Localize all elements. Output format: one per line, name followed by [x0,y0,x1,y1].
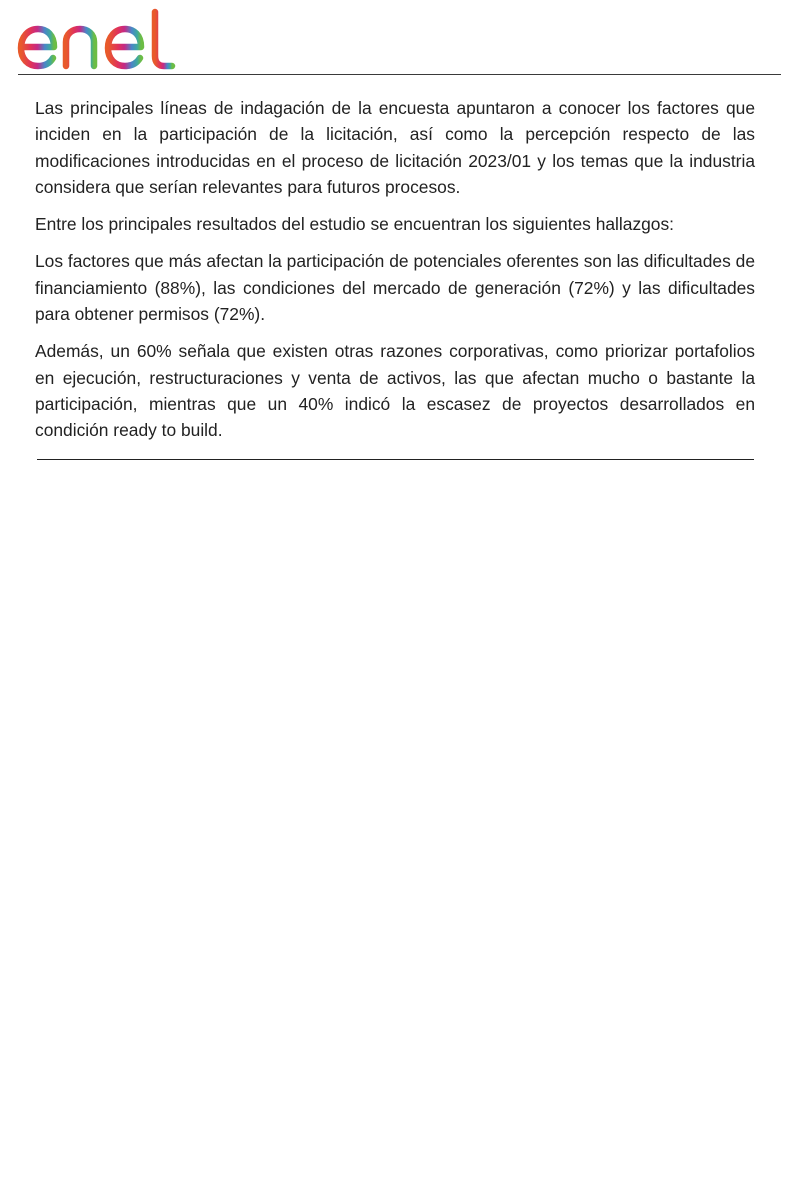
enel-logo-icon [16,8,178,70]
paragraph-corporate-reasons: Además, un 60% señala que existen otras razones corporativas, como priorizar portafolios en ejecución, restructuraciones y venta de activos, las que afectan mucho o bastante la participación, mientras que un 40% indicó la escasez de proyectos desarrollados en condición ready to build. [35,341,755,441]
header-divider [18,74,781,75]
paragraph-factors: Los factores que más afectan la participación de potenciales oferentes son las dificultades de financiamiento (88%), las condiciones del mercado de generación (72%) y las dificultades para obtener permisos (72%). [35,251,755,325]
paragraph-intro: Las principales líneas de indagación de la encuesta apuntaron a conocer los factores que inciden en la participación de la licitación, así como la percepción respecto de las modificaciones introducidas en el proceso de licitación 2023/01 y los temas que la industria considera que serían relevantes para futuros procesos. [35,98,755,197]
document-body [35,95,755,455]
paragraph-findings-lead: Entre los principales resultados del estudio se encuentran los siguientes hallazgos: [35,214,675,235]
footer-divider [37,459,754,460]
page-header [0,0,800,76]
